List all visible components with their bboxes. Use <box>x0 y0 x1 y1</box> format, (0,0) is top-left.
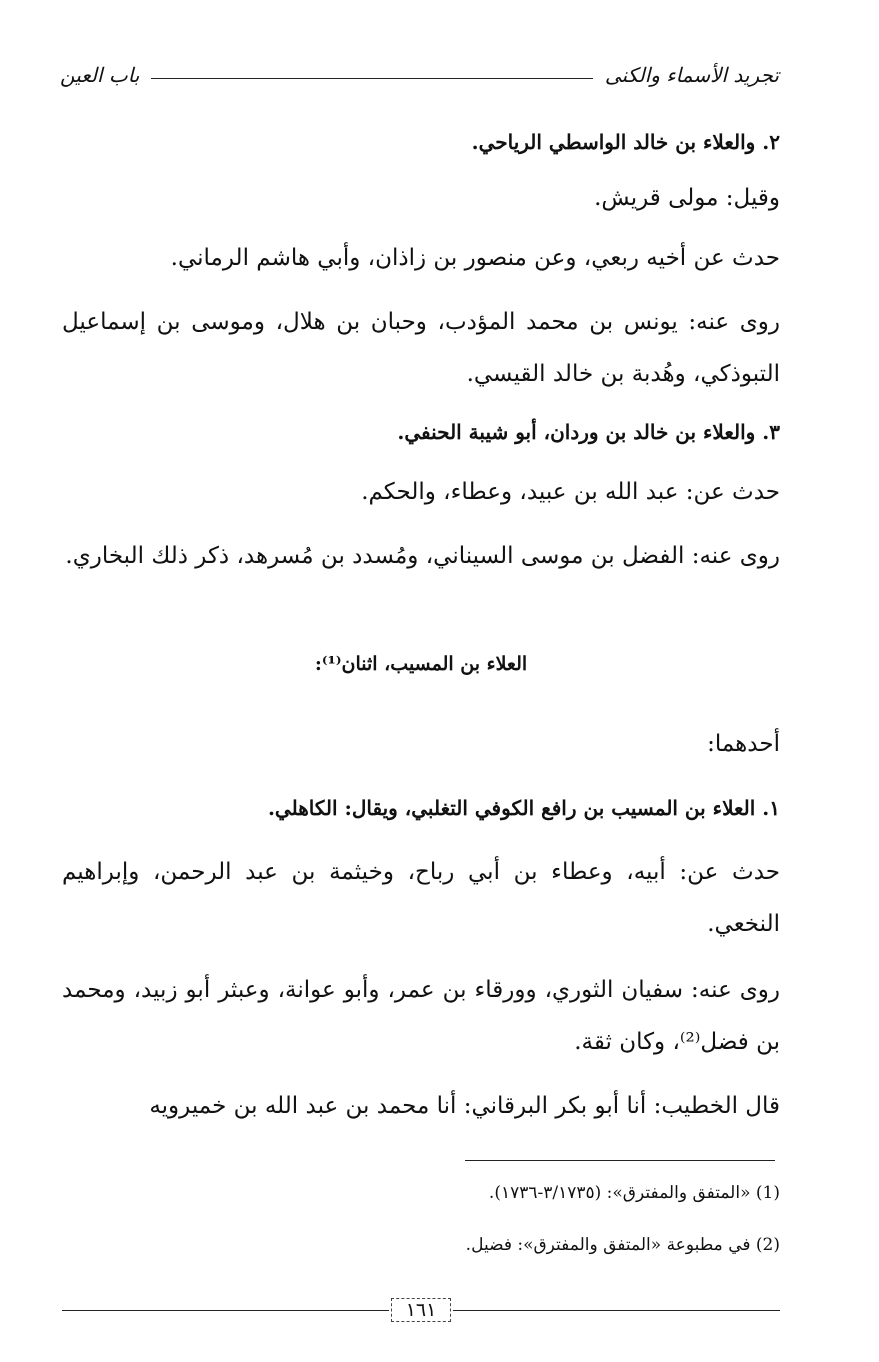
entry-title-3: ٣. والعلاء بن خالد بن وردان، أبو شيبة الحنفي. <box>397 420 780 444</box>
page-number: ١٦١ <box>391 1298 452 1322</box>
footnote-2: (2) في مطبوعة «المتفق والمفترق»: فضيل. <box>465 1235 780 1255</box>
footnote-1: (1) «المتفق والمفترق»: (٣/١٧٣٥-١٧٣٦). <box>488 1183 780 1203</box>
page-footer <box>62 1298 780 1322</box>
paragraph: حدث عن: عبد الله بن عبيد، وعطاء، والحكم. <box>361 479 780 505</box>
running-header <box>60 58 779 92</box>
paragraph: روى عنه: يونس بن محمد المؤدب، وحبان بن هلال، وموسى بن إسماعيل التبوذكي، وهُدبة بن خالد القيسي. <box>62 309 780 387</box>
paragraph: روى عنه: سفيان الثوري، وورقاء بن عمر، وأبو عوانة، وعبثر أبو زبيد، ومحمد بن فضل⁽²⁾، وكان ثقة. <box>62 977 780 1055</box>
paragraph: وقيل: مولى قريش. <box>594 185 780 211</box>
footer-rule-left <box>62 1310 389 1311</box>
entry-title-1: ١. العلاء بن المسيب بن رافع الكوفي التغلبي، ويقال: الكاهلي. <box>267 796 780 820</box>
section-heading: العلاء بن المسيب، اثنان⁽¹⁾: <box>314 653 528 675</box>
paragraph: أحدهما: <box>707 731 780 757</box>
header-book-title: تجريد الأسماء والكنى <box>604 63 779 87</box>
paragraph: حدث عن أخيه ربعي، وعن منصور بن زاذان، وأبي هاشم الرماني. <box>170 245 780 271</box>
header-chapter-title: باب العين <box>60 63 140 87</box>
header-rule <box>151 78 592 79</box>
entry-title-2: ٢. والعلاء بن خالد الواسطي الرياحي. <box>471 130 780 154</box>
footnote-divider <box>465 1160 775 1161</box>
footer-rule-right <box>453 1310 780 1311</box>
paragraph: روى عنه: الفضل بن موسى السيناني، ومُسدد بن مُسرهد، ذكر ذلك البخاري. <box>65 543 780 569</box>
paragraph: حدث عن: أبيه، وعطاء بن أبي رباح، وخيثمة بن عبد الرحمن، وإبراهيم النخعي. <box>62 859 780 937</box>
paragraph: قال الخطيب: أنا أبو بكر البرقاني: أنا محمد بن عبد الله بن خميرويه <box>149 1093 780 1119</box>
